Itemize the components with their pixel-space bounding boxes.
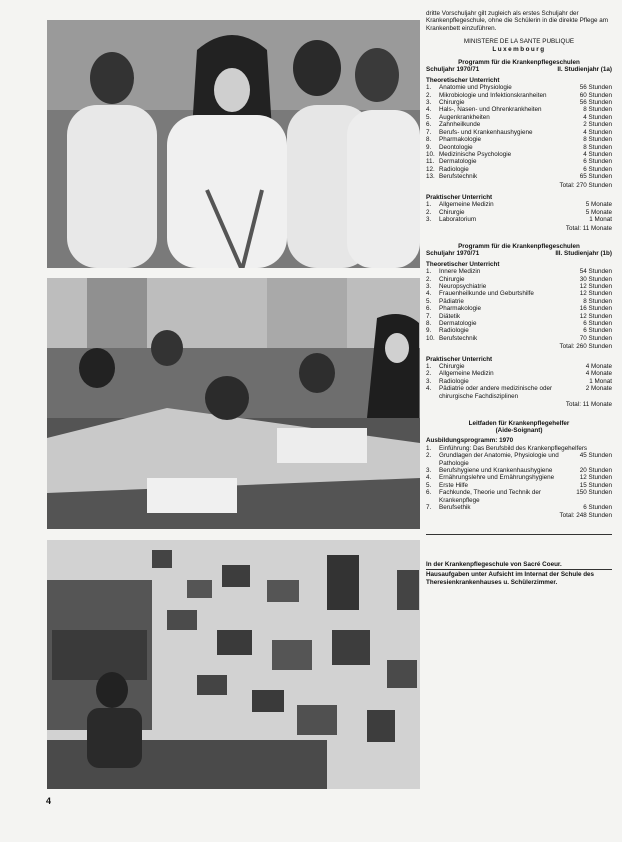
item-text: Pharmakologie bbox=[439, 136, 482, 144]
program3-item-list bbox=[426, 445, 612, 512]
item-hours: 12 Stunden bbox=[579, 290, 612, 298]
list-item bbox=[426, 482, 612, 489]
item-number: 7. bbox=[426, 503, 432, 511]
item-hours: 8 Stunden bbox=[583, 297, 612, 305]
item-number: 10. bbox=[426, 150, 435, 158]
item-hours: 56 Stunden bbox=[579, 84, 612, 92]
item-hours: 6 Stunden bbox=[583, 503, 612, 511]
item-text: Mikrobiologie und Infektionskranheiten bbox=[439, 91, 547, 99]
item-number: 3. bbox=[426, 216, 432, 224]
list-item bbox=[426, 166, 612, 173]
list-item bbox=[426, 385, 612, 400]
item-text: Fachkunde, Theorie und Technik der Krankenpflege bbox=[439, 489, 541, 504]
program2-theory-total: Total: 260 Stunden bbox=[559, 343, 612, 351]
item-hours: 2 Monate bbox=[585, 385, 612, 393]
program1-year-left: Schuljahr 1970/71 bbox=[426, 66, 480, 74]
item-text: Chirurgie bbox=[439, 275, 465, 283]
program1-theory-total: Total: 270 Stunden bbox=[559, 181, 612, 189]
item-text: Laboratorium bbox=[439, 216, 477, 224]
item-text: Chirurgie bbox=[439, 99, 465, 107]
list-item bbox=[426, 201, 612, 208]
item-hours: 4 Stunden bbox=[583, 113, 612, 121]
list-item bbox=[426, 504, 612, 511]
item-number: 13. bbox=[426, 173, 435, 181]
item-number: 1. bbox=[426, 444, 432, 452]
caption-line2: Hausaufgaben unter Aufsicht im Internat der Schule des Theresienkrankenhauses u. Schülerzimmer. bbox=[426, 571, 595, 586]
list-item bbox=[426, 209, 612, 216]
item-number: 7. bbox=[426, 128, 432, 136]
item-text: Innere Medizin bbox=[439, 268, 481, 276]
list-item bbox=[426, 283, 612, 290]
list-item bbox=[426, 313, 612, 320]
item-number: 1. bbox=[426, 84, 432, 92]
item-hours: 2 Stunden bbox=[583, 121, 612, 129]
list-item bbox=[426, 129, 612, 136]
item-hours: 12 Stunden bbox=[579, 283, 612, 290]
program1 bbox=[426, 59, 612, 232]
nurses-photo-graphic bbox=[47, 20, 420, 268]
list-item bbox=[426, 144, 612, 151]
item-number: 2. bbox=[426, 275, 432, 283]
program3 bbox=[426, 420, 612, 520]
list-item bbox=[426, 158, 612, 165]
item-number: 2. bbox=[426, 452, 432, 460]
item-number: 8. bbox=[426, 136, 432, 144]
item-text: Dermatologie bbox=[439, 320, 477, 328]
item-text: Allgemeine Medizin bbox=[439, 370, 494, 378]
photo-room bbox=[47, 540, 420, 789]
item-number: 4. bbox=[426, 290, 432, 298]
item-number: 4. bbox=[426, 474, 432, 482]
list-item bbox=[426, 114, 612, 121]
item-text: Berufshygiene und Krankenhaushygiene bbox=[439, 466, 553, 474]
item-hours: 4 Stunden bbox=[583, 150, 612, 158]
list-item bbox=[426, 378, 612, 385]
item-text: Allgemeine Medizin bbox=[439, 201, 494, 209]
text-column bbox=[426, 10, 612, 586]
item-hours: 45 Stunden bbox=[579, 452, 612, 460]
item-text: Pädiatrie bbox=[439, 297, 464, 305]
item-text: Einführung: Das Berufsbild des Krankenpflegehelfers bbox=[439, 444, 588, 452]
item-text: Hals-, Nasen- und Ohrenkrankheiten bbox=[439, 106, 542, 114]
item-hours: 30 Stunden bbox=[579, 275, 612, 283]
item-hours: 8 Stunden bbox=[583, 136, 612, 144]
program3-subtitle: (Aide-Soignant) bbox=[495, 426, 543, 434]
list-item bbox=[426, 474, 612, 481]
list-item bbox=[426, 335, 612, 342]
item-hours: 16 Stunden bbox=[579, 305, 612, 313]
item-text: Radiologie bbox=[439, 377, 469, 385]
list-item bbox=[426, 276, 612, 283]
item-hours: 5 Monate bbox=[585, 201, 612, 209]
program2 bbox=[426, 243, 612, 409]
item-number: 5. bbox=[426, 113, 432, 121]
item-text: Berufstechnik bbox=[439, 173, 478, 181]
program1-practice-total: Total: 11 Monate bbox=[565, 224, 612, 232]
room-photo-graphic bbox=[47, 540, 420, 789]
photo-classroom bbox=[47, 278, 420, 529]
item-hours: 20 Stunden bbox=[579, 466, 612, 474]
item-text: Neuropsychiatrie bbox=[439, 283, 487, 290]
item-number: 1. bbox=[426, 268, 432, 276]
item-text: Grundlagen der Anatomie, Physiologie und Pathologie bbox=[439, 452, 559, 467]
item-number: 10. bbox=[426, 334, 435, 342]
item-hours: 6 Stunden bbox=[583, 327, 612, 335]
item-text: Chirurgie bbox=[439, 208, 465, 216]
item-number: 5. bbox=[426, 297, 432, 305]
program2-theory-list bbox=[426, 268, 612, 342]
program2-practice-total: Total: 11 Monate bbox=[565, 401, 612, 409]
program2-year-right: III. Studienjahr (1b) bbox=[555, 250, 612, 258]
item-hours: 1 Monat bbox=[589, 377, 612, 385]
photo-nurses bbox=[47, 20, 420, 268]
item-text: Medizinische Psychologie bbox=[439, 150, 512, 158]
item-text: Chirurgie bbox=[439, 363, 465, 371]
program2-title: Programm für die Krankenpflegeschulen bbox=[458, 242, 580, 250]
item-number: 11. bbox=[426, 158, 435, 166]
classroom-photo-graphic bbox=[47, 278, 420, 529]
item-number: 12. bbox=[426, 165, 435, 173]
program1-title: Programm für die Krankenpflegeschulen bbox=[458, 59, 580, 67]
item-text: Dermatologie bbox=[439, 158, 477, 166]
item-number: 2. bbox=[426, 208, 432, 216]
item-hours: 4 Monate bbox=[585, 370, 612, 378]
item-text: Anatomie und Physiologie bbox=[439, 84, 512, 92]
list-item bbox=[426, 305, 612, 312]
list-item bbox=[426, 327, 612, 334]
item-hours: 60 Stunden bbox=[579, 91, 612, 99]
item-number: 6. bbox=[426, 121, 432, 129]
program2-theory-title: Theoretischer Unterricht bbox=[426, 260, 500, 268]
item-number: 1. bbox=[426, 201, 432, 209]
item-hours: 4 Stunden bbox=[583, 128, 612, 136]
item-hours: 12 Stunden bbox=[579, 474, 612, 482]
list-item bbox=[426, 173, 612, 180]
item-number: 1. bbox=[426, 363, 432, 371]
item-text: Zahnheilkunde bbox=[439, 121, 481, 129]
list-item bbox=[426, 84, 612, 91]
list-item bbox=[426, 136, 612, 143]
program2-practice-list bbox=[426, 363, 612, 400]
item-hours: 1 Monat bbox=[589, 216, 612, 224]
list-item bbox=[426, 370, 612, 377]
item-number: 6. bbox=[426, 305, 432, 313]
item-hours: 70 Stunden bbox=[579, 334, 612, 342]
item-hours: 6 Stunden bbox=[583, 158, 612, 166]
list-item bbox=[426, 121, 612, 128]
list-item bbox=[426, 290, 612, 297]
item-text: Berufs- und Krankenhaushygiene bbox=[439, 128, 533, 136]
item-number: 5. bbox=[426, 481, 432, 489]
item-text: Ernährungslehre und Ernährungshygiene bbox=[439, 474, 555, 482]
program1-theory-list bbox=[426, 84, 612, 180]
program1-practice-title: Praktischer Unterricht bbox=[426, 193, 493, 201]
list-item bbox=[426, 92, 612, 99]
list-item bbox=[426, 216, 612, 223]
item-text: Radiologie bbox=[439, 327, 469, 335]
item-text: Berufstechnik bbox=[439, 334, 478, 342]
list-item bbox=[426, 320, 612, 327]
item-number: 2. bbox=[426, 370, 432, 378]
program2-year-left: Schuljahr 1970/71 bbox=[426, 250, 480, 258]
list-item bbox=[426, 445, 612, 452]
item-number: 9. bbox=[426, 143, 432, 151]
item-text: Pädiatrie oder andere medizinische oder chirurgische Fachdisziplinen bbox=[439, 385, 553, 400]
item-number: 9. bbox=[426, 327, 432, 335]
item-hours: 54 Stunden bbox=[579, 268, 612, 276]
item-hours: 6 Stunden bbox=[583, 165, 612, 173]
program3-program-title: Ausbildungsprogramm: 1970 bbox=[426, 437, 514, 445]
item-hours: 56 Stunden bbox=[579, 99, 612, 107]
item-text: Pharmakologie bbox=[439, 305, 482, 313]
program3-total: Total: 248 Stunden bbox=[559, 512, 612, 520]
list-item bbox=[426, 363, 612, 370]
item-text: Berufsethik bbox=[439, 503, 471, 511]
list-item bbox=[426, 467, 612, 474]
item-number: 4. bbox=[426, 106, 432, 114]
item-number: 2. bbox=[426, 91, 432, 99]
page-number: 4 bbox=[46, 796, 52, 806]
list-item bbox=[426, 106, 612, 113]
item-hours: 15 Stunden bbox=[579, 481, 612, 489]
list-item bbox=[426, 298, 612, 305]
item-hours: 4 Monate bbox=[585, 363, 612, 371]
program1-year-right: II. Studienjahr (1a) bbox=[557, 66, 612, 74]
item-hours: 65 Stunden bbox=[579, 173, 612, 181]
program2-practice-title: Praktischer Unterricht bbox=[426, 355, 493, 363]
program1-theory-title: Theoretischer Unterricht bbox=[426, 76, 500, 84]
item-text: Diätetik bbox=[439, 312, 460, 320]
list-item bbox=[426, 99, 612, 106]
item-number: 3. bbox=[426, 466, 432, 474]
ministry-line1: MINISTERE DE LA SANTE PUBLIQUE bbox=[463, 38, 575, 46]
program3-title: Leitfaden für Krankenpflegehelfer bbox=[468, 419, 570, 427]
item-text: Deontologie bbox=[439, 143, 473, 151]
list-item bbox=[426, 268, 612, 275]
list-item bbox=[426, 452, 612, 467]
item-number: 3. bbox=[426, 377, 432, 385]
item-hours: 8 Stunden bbox=[583, 143, 612, 151]
item-text: Radiologie bbox=[439, 165, 469, 173]
item-number: 3. bbox=[426, 99, 432, 107]
caption-line1: In der Krankenpflegeschule von Sacré Coeur. bbox=[426, 560, 562, 568]
intro-text: dritte Vorschuljahr gilt zugleich als erstes Schuljahr der Krankenpflegeschule, ohne die Schülerin in die direkte Pflege am Krankenbett einzuführen. bbox=[426, 10, 609, 32]
item-hours: 6 Stunden bbox=[583, 320, 612, 328]
item-text: Augenkrankheiten bbox=[439, 113, 490, 121]
ministry-line2: Luxembourg bbox=[492, 45, 546, 53]
list-item bbox=[426, 151, 612, 158]
item-number: 4. bbox=[426, 385, 432, 393]
caption bbox=[426, 534, 612, 586]
item-hours: 150 Stunden bbox=[576, 489, 612, 497]
item-number: 8. bbox=[426, 320, 432, 328]
item-text: Frauenheilkunde und Geburtshilfe bbox=[439, 290, 534, 298]
item-number: 3. bbox=[426, 283, 432, 290]
program1-practice-list bbox=[426, 201, 612, 223]
item-number: 6. bbox=[426, 489, 432, 497]
item-hours: 5 Monate bbox=[585, 208, 612, 216]
item-number: 7. bbox=[426, 312, 432, 320]
item-hours: 8 Stunden bbox=[583, 106, 612, 114]
item-text: Erste Hilfe bbox=[439, 481, 469, 489]
list-item bbox=[426, 489, 612, 504]
item-hours: 12 Stunden bbox=[579, 312, 612, 320]
